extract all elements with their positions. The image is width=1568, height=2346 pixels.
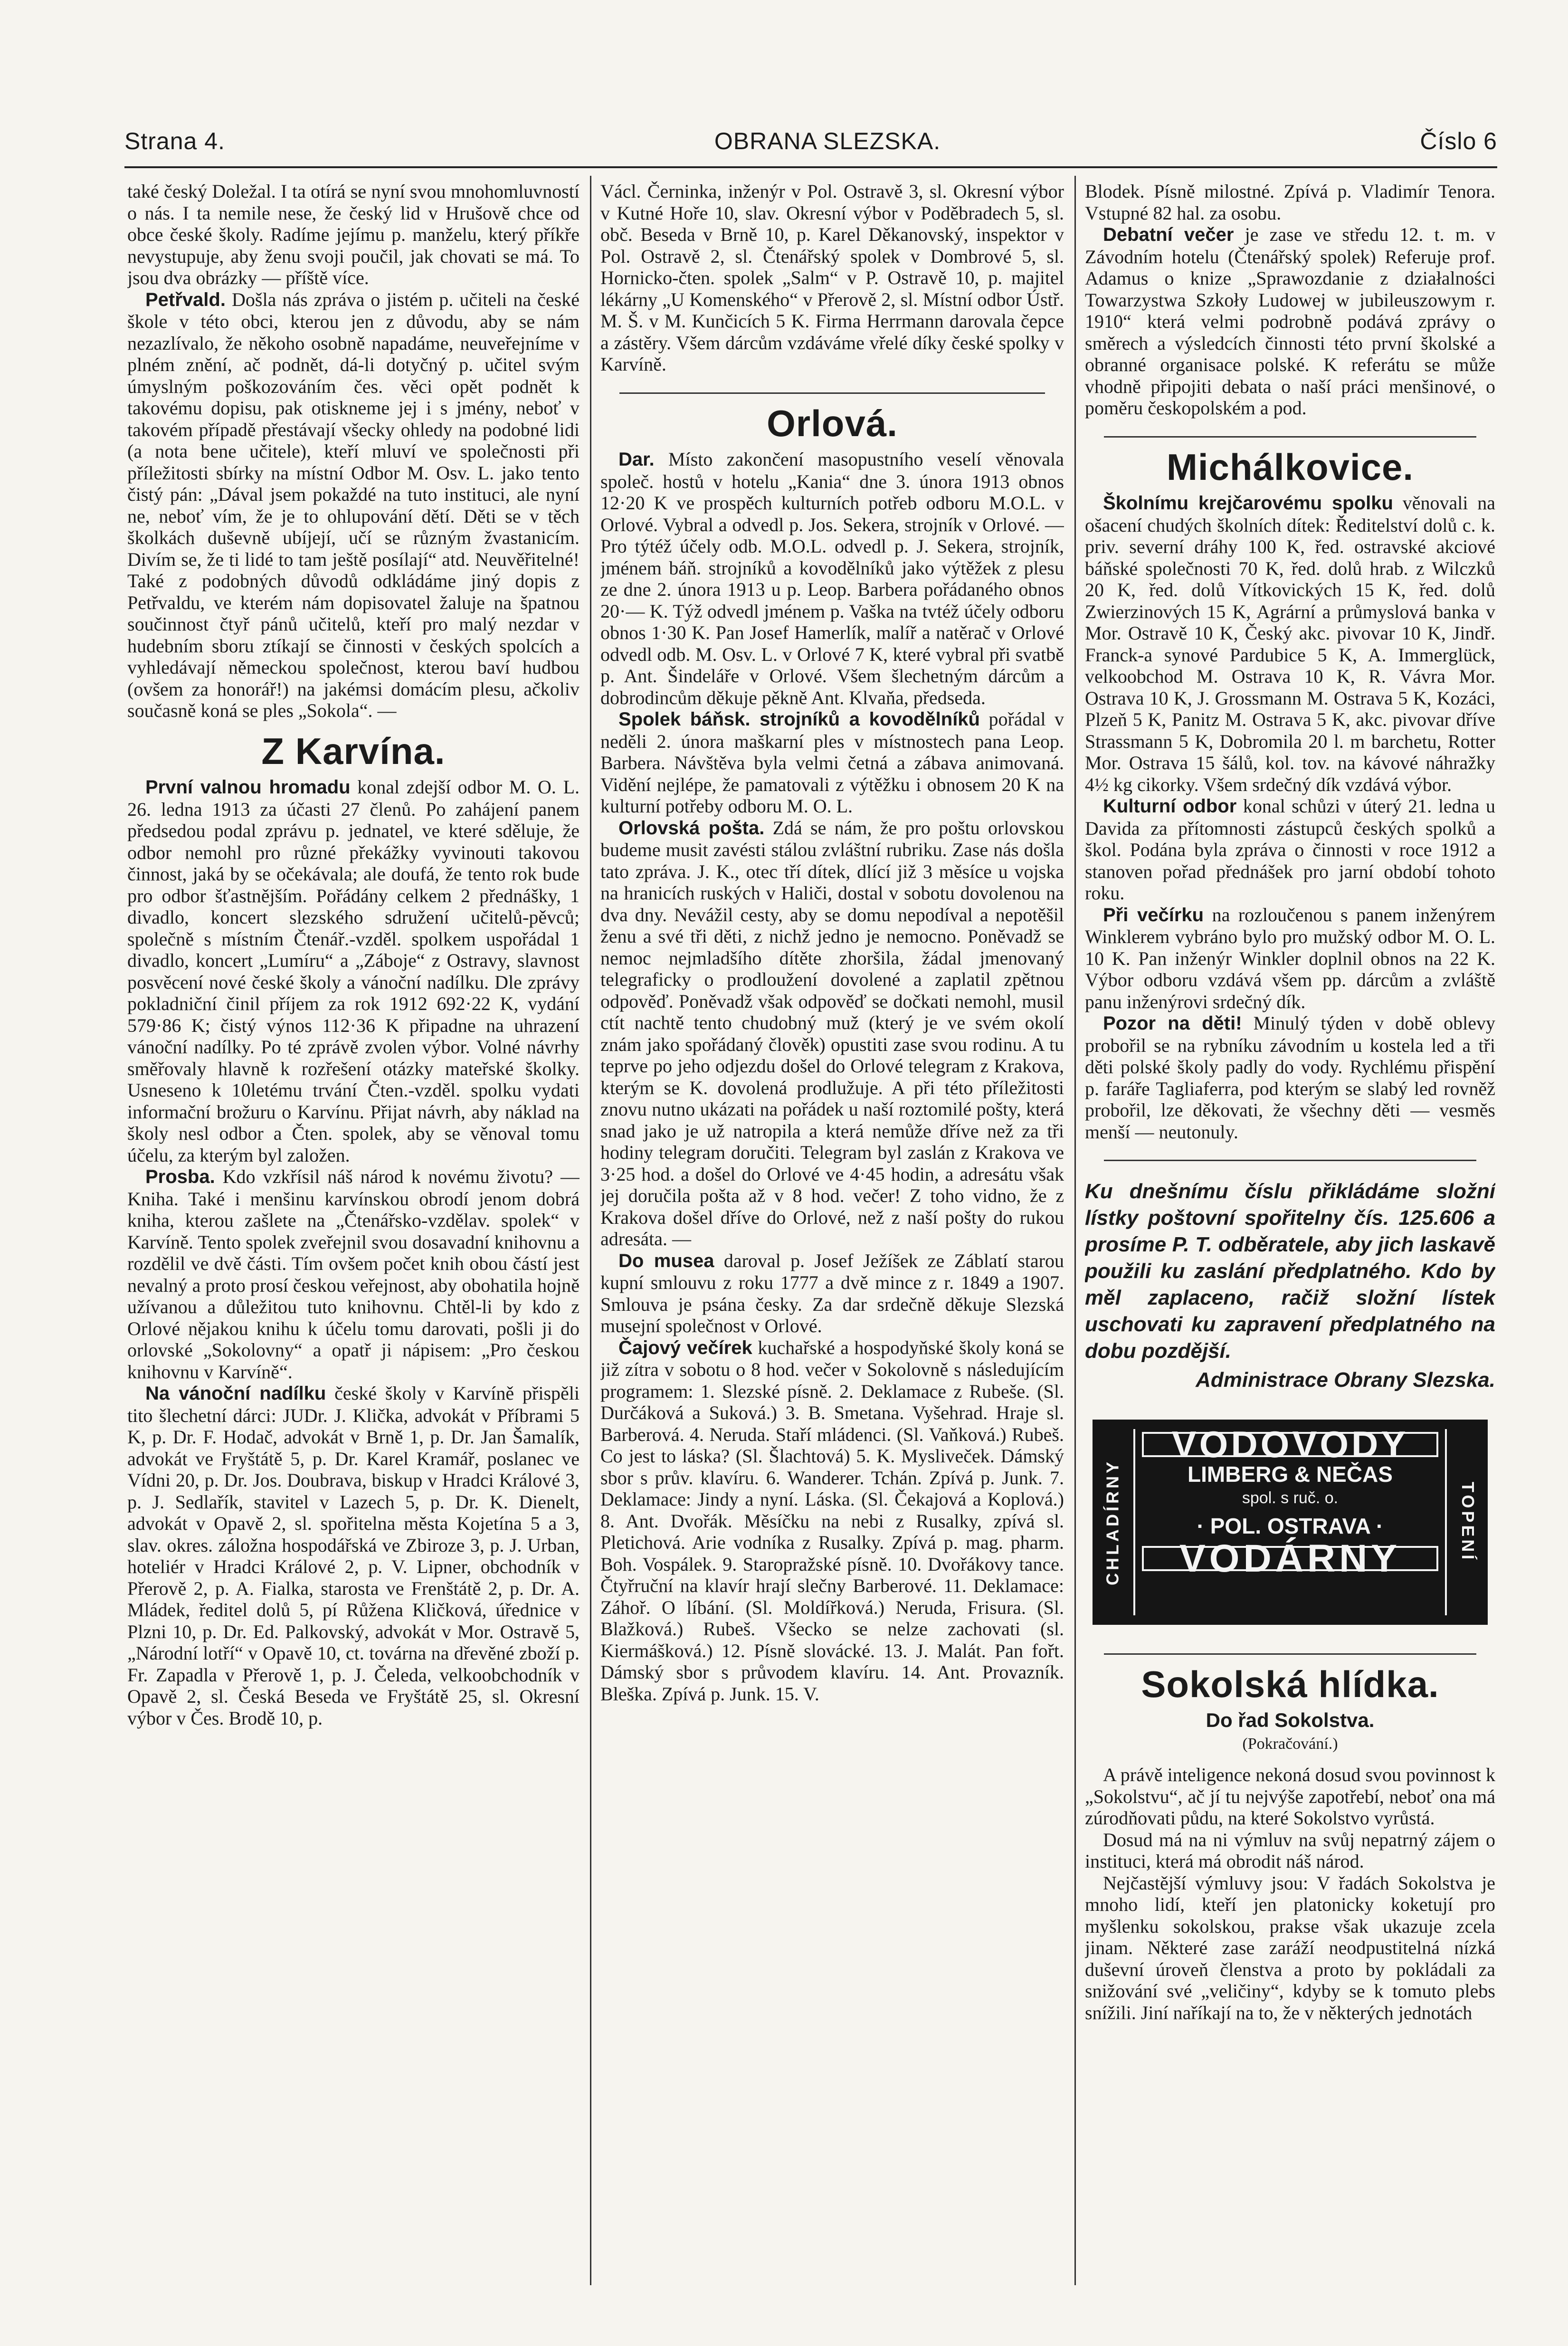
section-heading-michalkovice: Michálkovice. [1166,446,1414,488]
ad-firm-sub: spol. s ruč. o. [1242,1488,1339,1507]
column-divider-2 [1074,176,1076,2285]
column-1 [127,181,580,2337]
section-heading-sokolska-hlidka: Sokolská hlídka. [1141,1663,1439,1705]
header-rule [124,166,1497,168]
subheading-do-rad-sokolstva: Do řad Sokolstva. [1206,1709,1375,1731]
article-darci-continued: Václ. Černinka, inženýr v Pol. Ostravě 3, sl. Okresní výbor v Kutné Hoře 10, slav. Okresní výbor v Poděbradech 5, sl. obč. Beseda v Brně 10, p. Karel Děkanovský, inspektor v Pol. Ostravě 2, sl. Čtenářský spolek v Dombrové 5, sl. Hornicko-čten. spolek „Salm“ v P. Ostravě 10, p. majitel lékárny „U Komenského“ v Přerově 2, sl. Místní odbor Ústř. M. Š. v M. Kunčicích 5 K. Firma Herrmann darovala čepce a zástěry. Všem dárcům vzdáváme vřelé díky české spolky v Karvíně. [600,181,1064,375]
article-do-musea: Do musea daroval p. Josef Ježíšek ze Záblatí starou kupní smlouvu z roku 1777 a dvě mince z r. 1849 a 1907. Smlouva je psána česky. Za dar srdečně děkuje Slezská musejní společnost v Orlové. [600,1249,1064,1336]
advertisement-vodovody [1093,1420,1488,1625]
continuation-note: (Pokračování.) [1242,1735,1338,1753]
article-krejcarovy-spolek: Školnímu krejčarovému spolku věnovali na ošacení chudých školních dítek: Ředitelství dolů c. k. priv. severní dráhy 100 K, řed. ostravské akciové báňské společnosti 70 K, řed. dolů hrab. z Wilczků 20 K, řed. dolů Vítkovických 15 K, řed. dolů Zwierzinových 15 K, Agrární a průmyslová banka v Mor. Ostravě 10 K, Český akc. pivovar 10 K, Jindř. Franck-a synové Pardubice 5 K, A. Immerglück, velkoobchod M. Ostrava 10 K, R. Vávra Mor. Ostrava 10 K, J. Grossmann M. Ostrava 5 K, Kozáci, Plzeň 5 K, Panitz M. Ostrava 5 K, akc. pivovar dříve Strassmann 5 K, Dobromila 20 l. m barchetu, Rotter Mor. Ostrava 15 šálů, kol. tov. na kávové náhražky 4½ kg cikorky. Všem srdečný dík vzdává výbor. [1085,492,1495,795]
section-rule [619,392,1045,394]
newspaper-title: OBRANA SLEZSKA. [714,128,941,154]
subscription-notice: Ku dnešnímu číslu přikládáme složní lístky poštovní spořitelny čís. 125.606 a prosíme P. T. odběratele, aby jich laskavě použili ku zaslání předplatného. Kdo by měl zaplaceno, račiž složní lístek uschovati ku zapravení předplatného na dobu pozdější. [1085,1180,1495,1363]
article-vanocni-nadilka: Na vánoční nadílku české školy v Karvíně přispěli tito šlechetní dárci: JUDr. J. Klička, advokát v Příbrami 5 K, p. Dr. F. Hodač, advokát v Brně 1, p. Dr. Jan Šamalík, advokát ve Fryštátě 5, p. Dr. Karel Kramář, poslanec ve Vídni 20, p. Dr. Jos. Doubrava, biskup v Hradci Králové 3, p. J. Sedlařík, stavitel v Lazech 5, p. Dr. K. Dienelt, advokát v Opavě 2, sl. spořitelna města Kojetína 5 a 3, slav. okres. záložna hospodářská ve Zbiroze 3, p. J. Urban, hoteliér v Hradci Králové 2, p. V. Lipner, obchodník v Přerově 2, p. A. Fialka, starosta ve Frenštátě 2, p. Dr. A. Mládek, ředitel dolů 5, pí Růžena Kličková, úřednice v Plzni 10, p. Dr. Ed. Palkovský, advokát v Mor. Ostravě 5, „Národní lotří“ v Opavě 10, ct. továrna na dřevěné zboží p. Fr. Zapadla v Přerově 1, p. J. Čeleda, velkoobchodník v Opavě 2, sl. Česká Beseda ve Fryštátě 25, sl. Okresní výbor v Čes. Brodě 10, p. [127,1383,580,1729]
article-valna-hromada: První valnou hromadu konal zdejší odbor M. O. L. 26. ledna 1913 za účasti 27 členů. Po zahájení panem předsedou podal zprávu p. jednatel, ve které sděluje, že odbor nemohl pro různé překážky vyvinouti takovou činnost, jaká by se očekávala; ale doufá, že tento rok bude pro odbor šťastnějším. Pořádány celkem 2 přednášky, 1 divadlo, koncert slezského sdružení učitelů-pěvců; společně s místním Čtenář.-vzděl. spolkem uspořádal 1 divadlo, koncert „Lumíru“ a „Záboje“ z Ostravy, slavnost posvěcení nové české školy a vánoční nadílku. Dle zprávy pokladniční činil příjem za rok 1912 692·22 K, vydání 579·86 K; čistý výnos 112·36 K připadne na uhrazení vánoční nadílky. Po té zprávě zvolen výbor. Volné návrhy směřovaly hlavně k rozřešení otázky mateřské školky. Usneseno k 10letému trvání Čten.-vzděl. spolku vydati informační brožuru o Karvínu. Přijat návrh, aby náklad na školy nesl odbor a Čten. spolek, aby se věnoval tomu účelu, za kterým byl založen. [127,776,580,1166]
article-dar: Dar. Místo zakončení masopustního veselí věnovala společ. hostů v hotelu „Kania“ dne 3. února 1913 obnos 12·20 K ve prospěch kulturních potřeb odboru M.O.L. v Orlové. Vybral a odvedl p. Jos. Sekera, strojník v Orlové. — Pro týtéž účely odb. M.O.L. odvedl p. J. Sekera, strojník, jménem báň. strojníků a kovodělníků jako výtěžek z plesu ze dne 2. února 1913 u p. Leop. Barbera pořádaného obnos 20·— K. Týž odvedl jménem p. Vaška na tvtéž účely odboru obnos 1·30 K. Pan Josef Hamerlík, malíř a natěrač v Orlové odvedl odb. M. Osv. L. v Orlové 7 K, které vybral při svatbě p. Ant. Šindeláře v Orlové. Všem šlechetným dárcům a dobrodincům děkuje pěkně Ant. Klvaňa, předseda. [600,448,1064,708]
article-cajovy-vecirek: Čajový večírek kuchařské a hospodyňské školy koná se již zítra v sobotu o 8 hod. večer v Sokolovně s následujícím programem: 1. Slezské písně. 2. Deklamace z Rubeše. (Sl. Durčáková a Suková.) 3. B. Smetana. Vyšehrad. Hraje sl. Barberová. 4. Neruda. Staří mládenci. (Sl. Vaňková.) Rubeš. Co jest to láska? (Sl. Šlachtová) 5. K. Mysliveček. Dámský sbor s prův. klavíru. 6. Wanderer. Tchán. Zpívá p. Junk. 7. Deklamace: Jindy a nyní. Láska. (Sl. Čekajová a Koplová.) 8. Ant. Dvořák. Měsíčku na nebi z Rusalky, zpívá sl. Pletichová. Arie vodníka z Rusalky. Zpívá p. mag. pharm. Boh. Vospálek. 9. Staropražské písně. 10. Dvořákovy tance. Čtyřruční na klavír hrají slečny Barberové. 11. Deklamace: Záhoř. O líbání. (Sl. Moldířková.) Neruda, Frisura. (Sl. Blažková.) Rubeš. Všecko se nelze zachovati (sl. Kiermášková.) 12. Písně slovácké. 13. J. Malát. Pan fořt. Dámský sbor s průvodem klavíru. 14. Ant. Provazník. Bleška. Zpívá p. Junk. 15. V. [600,1336,1064,1705]
notice-signature: Administrace Obrany Slezska. [1196,1368,1495,1392]
article-sokol-p3: Nejčastější výmluvy jsou: V řadách Sokolstva je mnoho lidí, kteří jen platonicky koketují pro myšlenku sokolskou, prakse však ukazuje zcela jinam. Některé zase zaráží neodpustitelná nízká duševní úroveň členstva a proto by pokládali za snižování své „veličiny“, kdyby se k tomuto plebs snížili. Jiní naříkají na to, že v některých jednotách [1085,1872,1495,2023]
article-sokol-p2: Dosud má na ni výmluv na svůj nepatrný zájem o instituci, která má obrodit náš národ. [1085,1829,1495,1872]
article-pri-vecirku: Při večírku na rozloučenou s panem inženýrem Winklerem vybráno bylo pro mužský odbor M. O. L. 10 K. Pan inženýr Winkler doplnil obnos na 22 K. Výbor odboru vzdává všem pp. dárcům a zvláště panu inženýrovi srdečný dík. [1085,904,1495,1012]
article-pozor-na-deti: Pozor na děti! Minulý týden v době oblevy probořil se na rybníku závodním u kostela led a tři děti polské školy padly do vody. Rychlému přispění p. faráře Tagliaferra, pod kterým se slabý led rovněž probořil, lze děkovati, že všechny děti — vesměs menší — neutonuly. [1085,1012,1495,1143]
ad-firm: LIMBERG & NEČAS [1188,1462,1393,1487]
article-spolek-bansk: Spolek báňsk. strojníků a kovodělníků pořádal v neděli 2. února maškarní ples v místnostech pana Leop. Barbera. Návštěva byla velmi četná a zábava animovaná. Vidění nejlépe, že pamatovali z výtěžku i obnosem 20 K na kulturní potřeby odboru M. O. L. [600,708,1064,817]
page-header [124,123,1497,165]
section-heading-karvina: Z Karvína. [261,730,446,772]
ad-side-left: CHLADÍRNY [1102,1459,1122,1585]
section-heading-orlova: Orlová. [767,402,898,444]
page-number: Strana 4. [124,128,225,154]
ad-side-right: TOPENÍ [1458,1481,1478,1563]
column-divider-1 [590,176,591,2285]
article-kulturni-odbor: Kulturní odbor konal schůzi v úterý 21. ledna u Davida za přítomnosti zástupců českých spolků a škol. Podána byla zpráva o činnosti v roce 1912 a stanoven pořad přednášek pro jarní období tohoto roku. [1085,795,1495,904]
ad-city: · POL. OSTRAVA · [1197,1514,1384,1538]
section-rule [1104,1160,1476,1161]
article-debatni-vecer: Debatní večer je zase ve středu 12. t. m. v Závodním hotelu (Čtenářský spolek) Referuje prof. Adamus o knize „Sprawozdanie z działalności Towarzystwa Szkoły Ludowej w jubileuszowym r. 1910“ která velmi podrobně podává zprávy o směrech a výsledcích činnosti této první školské a obranné organisace polské. K referátu se může vhodně připojiti debata o naší práci menšinové, o poměru českopolském a pod. [1085,224,1495,419]
article-sokol-p1: A právě inteligence nekoná dosud svou povinnost k „Sokolstvu“, ač jí tu nejvýše zapotřebí, neboť ona má zúrodňovati půdu, na které Sokolstvo vyrůstá. [1085,1764,1495,1829]
column-3 [1085,181,1495,2337]
article-program-continued: Blodek. Písně milostné. Zpívá p. Vladimír Tenora. Vstupné 82 hal. za osobu. [1085,181,1495,224]
article-orlovska-posta: Orlovská pošta. Zdá se nám, že pro poštu orlovskou budeme musit zavésti stálou zvláštní rubriku. Zase nás došla tato zpráva. J. K., otec tří dítek, dlící již 3 měsíce u vojska na hranicích ruských v Haliči, dostal v sobotu dovolenou na dva dny. Nevážil cesty, aby se domu nepodíval a nepotěšil ženu a své tři děti, z nichž jedno je nemocno. Poněvadž se nemoc nejmladšího dítěte zhoršila, žádal jmenovaný telegraficky o prodloužení dovolené a zaplatil zpětnou odpověď. Poněvadž však odpověď se dočkati nemohl, musil ctít nachtě tento chudobný muž (který je ve svém okolí znám jako spořádaný člověk) opustiti zase svou rodinu. A tu teprve po jeho odjezdu došel do Orlové telegram z Krakova, kterým se K. dovolená prodlužuje. A při této příležitosti znovu nutno ukázati na pořádek u naší roztomilé pošty, která snad jako je už natropila a která nemůže dříve než za tři hodiny telegram doručiti. Telegram byl zaslán z Krakova ve 3·25 hod. a došel do Orlové ve 4·45 hodin, a adresátu však jej doručila pošta až v 8 hod. večer! Z toho vidno, že z Krakova došel dříve do Orlové, než z naší pošty do rukou adresáta. — [600,817,1064,1249]
section-rule [1104,1653,1476,1655]
ad-title: VODOVODY [1142,1432,1438,1458]
ad-bottom: VODÁRNY [1142,1546,1438,1572]
article-prosba: Prosba. Kdo vzkřísil náš národ k novému životu? — Kniha. Také i menšinu karvínskou obrodí jenom dobrá kniha, kterou zašlete na „Čtenářsko-vzdělav. spolek“ v Karvíně. Tento spolek zveřejnil svou dosavadní knihovnu a rozdělil ve dvě části. Tím ovšem počet knih obou částí jest nevalný a proto prosí českou veřejnost, aby obohatila hojně užívanou a důležitou tuto knihovnu. Chtěl-li by kdo z Orlové nějakou knihu k účelu tomu darovati, pošli ji do orlovské „Sokolovny“ a opatř ji nápisem: „Pro českou knihovnu v Karvíně“. [127,1166,580,1383]
column-2 [600,181,1064,2337]
article-petrvald: Petřvald. Došla nás zpráva o jistém p. učiteli na české škole v této obci, kterou jen z důvodu, aby se nám nezazlívalo, že někoho osobně napadáme, neuveřejníme v plném znění, ač podnět, dá-li dotyčný p. učitel svým úmyslným poškozováním čes. věci opět podnět k takovému dopisu, pak otiskneme jej i s jmény, neboť v takovém případě přestávají všecky ohledy na podobné lidi (a nota bene učitele), kteří mluví ve společnosti při příležitosti sbírky na místní Odbor M. Osv. L. jako tento čistý pán: „Dával jsem pokaždé na tuto instituci, ale nyní ne, neboť vím, že je to ohlupování dětí. Děti se v těch školkách duševně ubíjejí, učí se různým žvastanicím. Divím se, že ti lidé to tam ještě posílají“ atd. Neuvěřitelné! Také z podobných důvodů odkládáme jiný dopis z Petřvaldu, ve kterém nám dopisovatel žaluje na špatnou součinnost čtyř pánů učitelů, kteří pro malý nezdar v hudebním sboru ztíkají se činnosti v českých spolcích a vyhledávají německou společnost, kterou baví hudbou (ovšem za honorář!) na jakémsi domácím plesu, ačkoliv současně koná se ples „Sokola“. — [127,288,580,721]
section-rule [1104,436,1476,438]
ad-center [1133,1423,1447,1615]
article-dolezal: také český Doležal. I ta otírá se nyní svou mnohomluvností o nás. I ta nemile nese, že český lid v Hrušově chce od obce české školy. Radíme jejímu p. manželu, který příkře nevystupuje, aby ženu svoji poučil, jak chovati se má. To jsou dva obrázky — příště více. [127,181,580,288]
issue-number: Číslo 6 [1420,128,1497,154]
